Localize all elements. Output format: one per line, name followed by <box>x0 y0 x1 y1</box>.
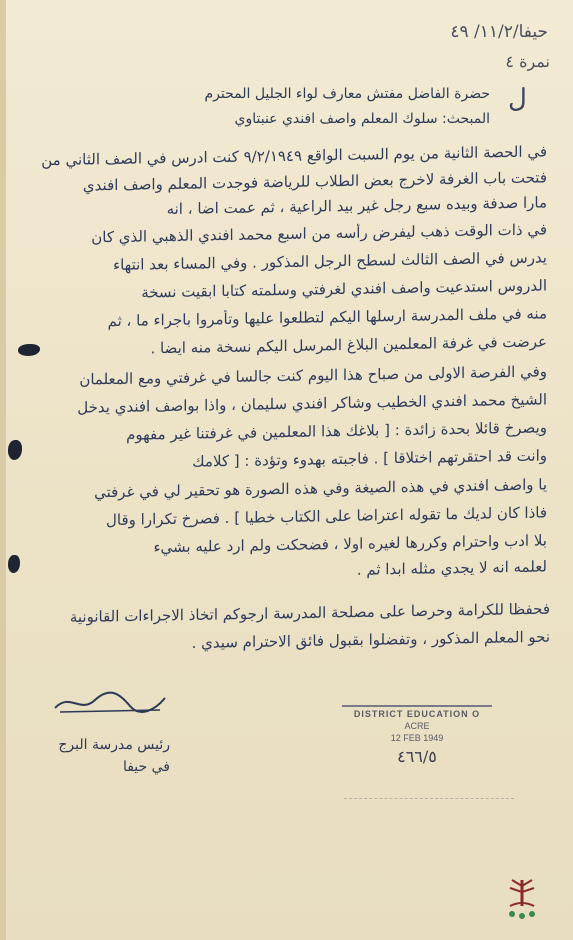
stamp-office: DISTRICT EDUCATION O <box>342 705 492 719</box>
body-line: فاذا كان لديك ما تقوله اعتراضا على الكتاب خطيا ] . فصرخ تكرارا وقال <box>106 503 547 530</box>
body-line: الشيخ محمد افندي الخطيب وشاكر افندي سليمان ، واذا بواصف افندي يدخل <box>77 390 547 417</box>
subject-line: المبحث: سلوك المعلم واصف افندي عنبتاوي <box>234 111 490 127</box>
closing-line: نحو المعلم المذكور ، وتفضلوا بقبول فائق الاحترام سيدي . <box>191 627 550 652</box>
ink-blot <box>8 555 20 573</box>
body-line: منه في ملف المدرسة ارسلها اليكم لتطلعوا عليها وتأمروا باجراء ما ، ثم <box>107 304 547 331</box>
body-line: يا واصف افندي في هذه الصيغة وفي هذه الصورة هو تحقير لي في غرفتي <box>94 475 547 502</box>
handwritten-date: حيفا/١١/٢/ ٤٩ <box>450 22 548 42</box>
body-line: في ذات الوقت ذهب ليفرض رأسه من اسبع محمد افندي الذهبي الذي كان <box>91 220 547 247</box>
received-stamp <box>342 705 492 766</box>
addressee-line: حضرة الفاضل مفتش معارف لواء الجليل المحترم <box>204 86 490 102</box>
body-line: عرضت في غرفة المعلمين البلاغ المرسل اليكم نسخة منه ايضا . <box>150 332 547 358</box>
body-line: فتحت باب الغرفة لاخرج بعض الطلاب للرياضة فوجدت المعلم واصف افندي <box>82 168 547 195</box>
dashed-rule <box>344 798 514 799</box>
signature-scrawl <box>40 690 170 721</box>
signature-place: في حيفا <box>122 759 170 775</box>
body-line: لعلمه انه لا يجدي مثله ابدا ثم . <box>356 557 547 579</box>
body-line: بلا ادب واحترام وكررها لغيره اولا ، فضحكت ولم ارد عليه بشيء <box>153 531 547 557</box>
body-line: وانت قد احتقرتهم اختلاقا ] . فاجبته بهدوء وتؤدة : [ كلامك <box>192 446 547 471</box>
body-line: يدرس في الصف الثالث لسطح الرجل المذكور . وفي المساء بعد انتهاء <box>113 248 547 274</box>
body-line: وفي الفرصة الاولى من صباح هذا اليوم كنت جالسا في غرفتي ومع المعلمان <box>79 362 547 389</box>
stamp-number: ٤٦٦/٥ <box>397 747 437 766</box>
archive-tree-emblem-icon <box>502 876 542 922</box>
reference-number: نمرة ٤ <box>505 52 550 71</box>
signature-title: رئيس مدرسة البرج <box>58 737 170 753</box>
body-line: مارا صدفة وبيده سبع رجل غير بيد الراعية ، ثم عمت اضا ، انه <box>166 193 547 219</box>
body-line: في الحصة الثانية من يوم السبت الواقع ٩/٢/١٩٤٩ كنت ادرس في الصف الثاني من <box>41 142 547 170</box>
ink-blot <box>8 440 22 460</box>
margin-mark: ل <box>508 84 527 114</box>
body-line: ويصرخ قائلا بحدة زائدة : [ بلاغك هذا المعلمين في غرفتنا غير مفهوم <box>126 418 547 444</box>
stamp-city: ACRE <box>404 721 430 731</box>
closing-line: فحفظا للكرامة وحرصا على مصلحة المدرسة ارجوكم اتخاذ الاجراءات القانونية <box>69 599 550 627</box>
body-line: الدروس استدعيت واصف افندي لغرفتي وسلمته كتابا ابقيت نسخة <box>141 276 547 302</box>
signature-graphic <box>50 690 170 716</box>
signature-block <box>40 690 170 780</box>
stamp-date: 12 FEB 1949 <box>390 733 444 743</box>
paper-edge <box>0 0 6 940</box>
